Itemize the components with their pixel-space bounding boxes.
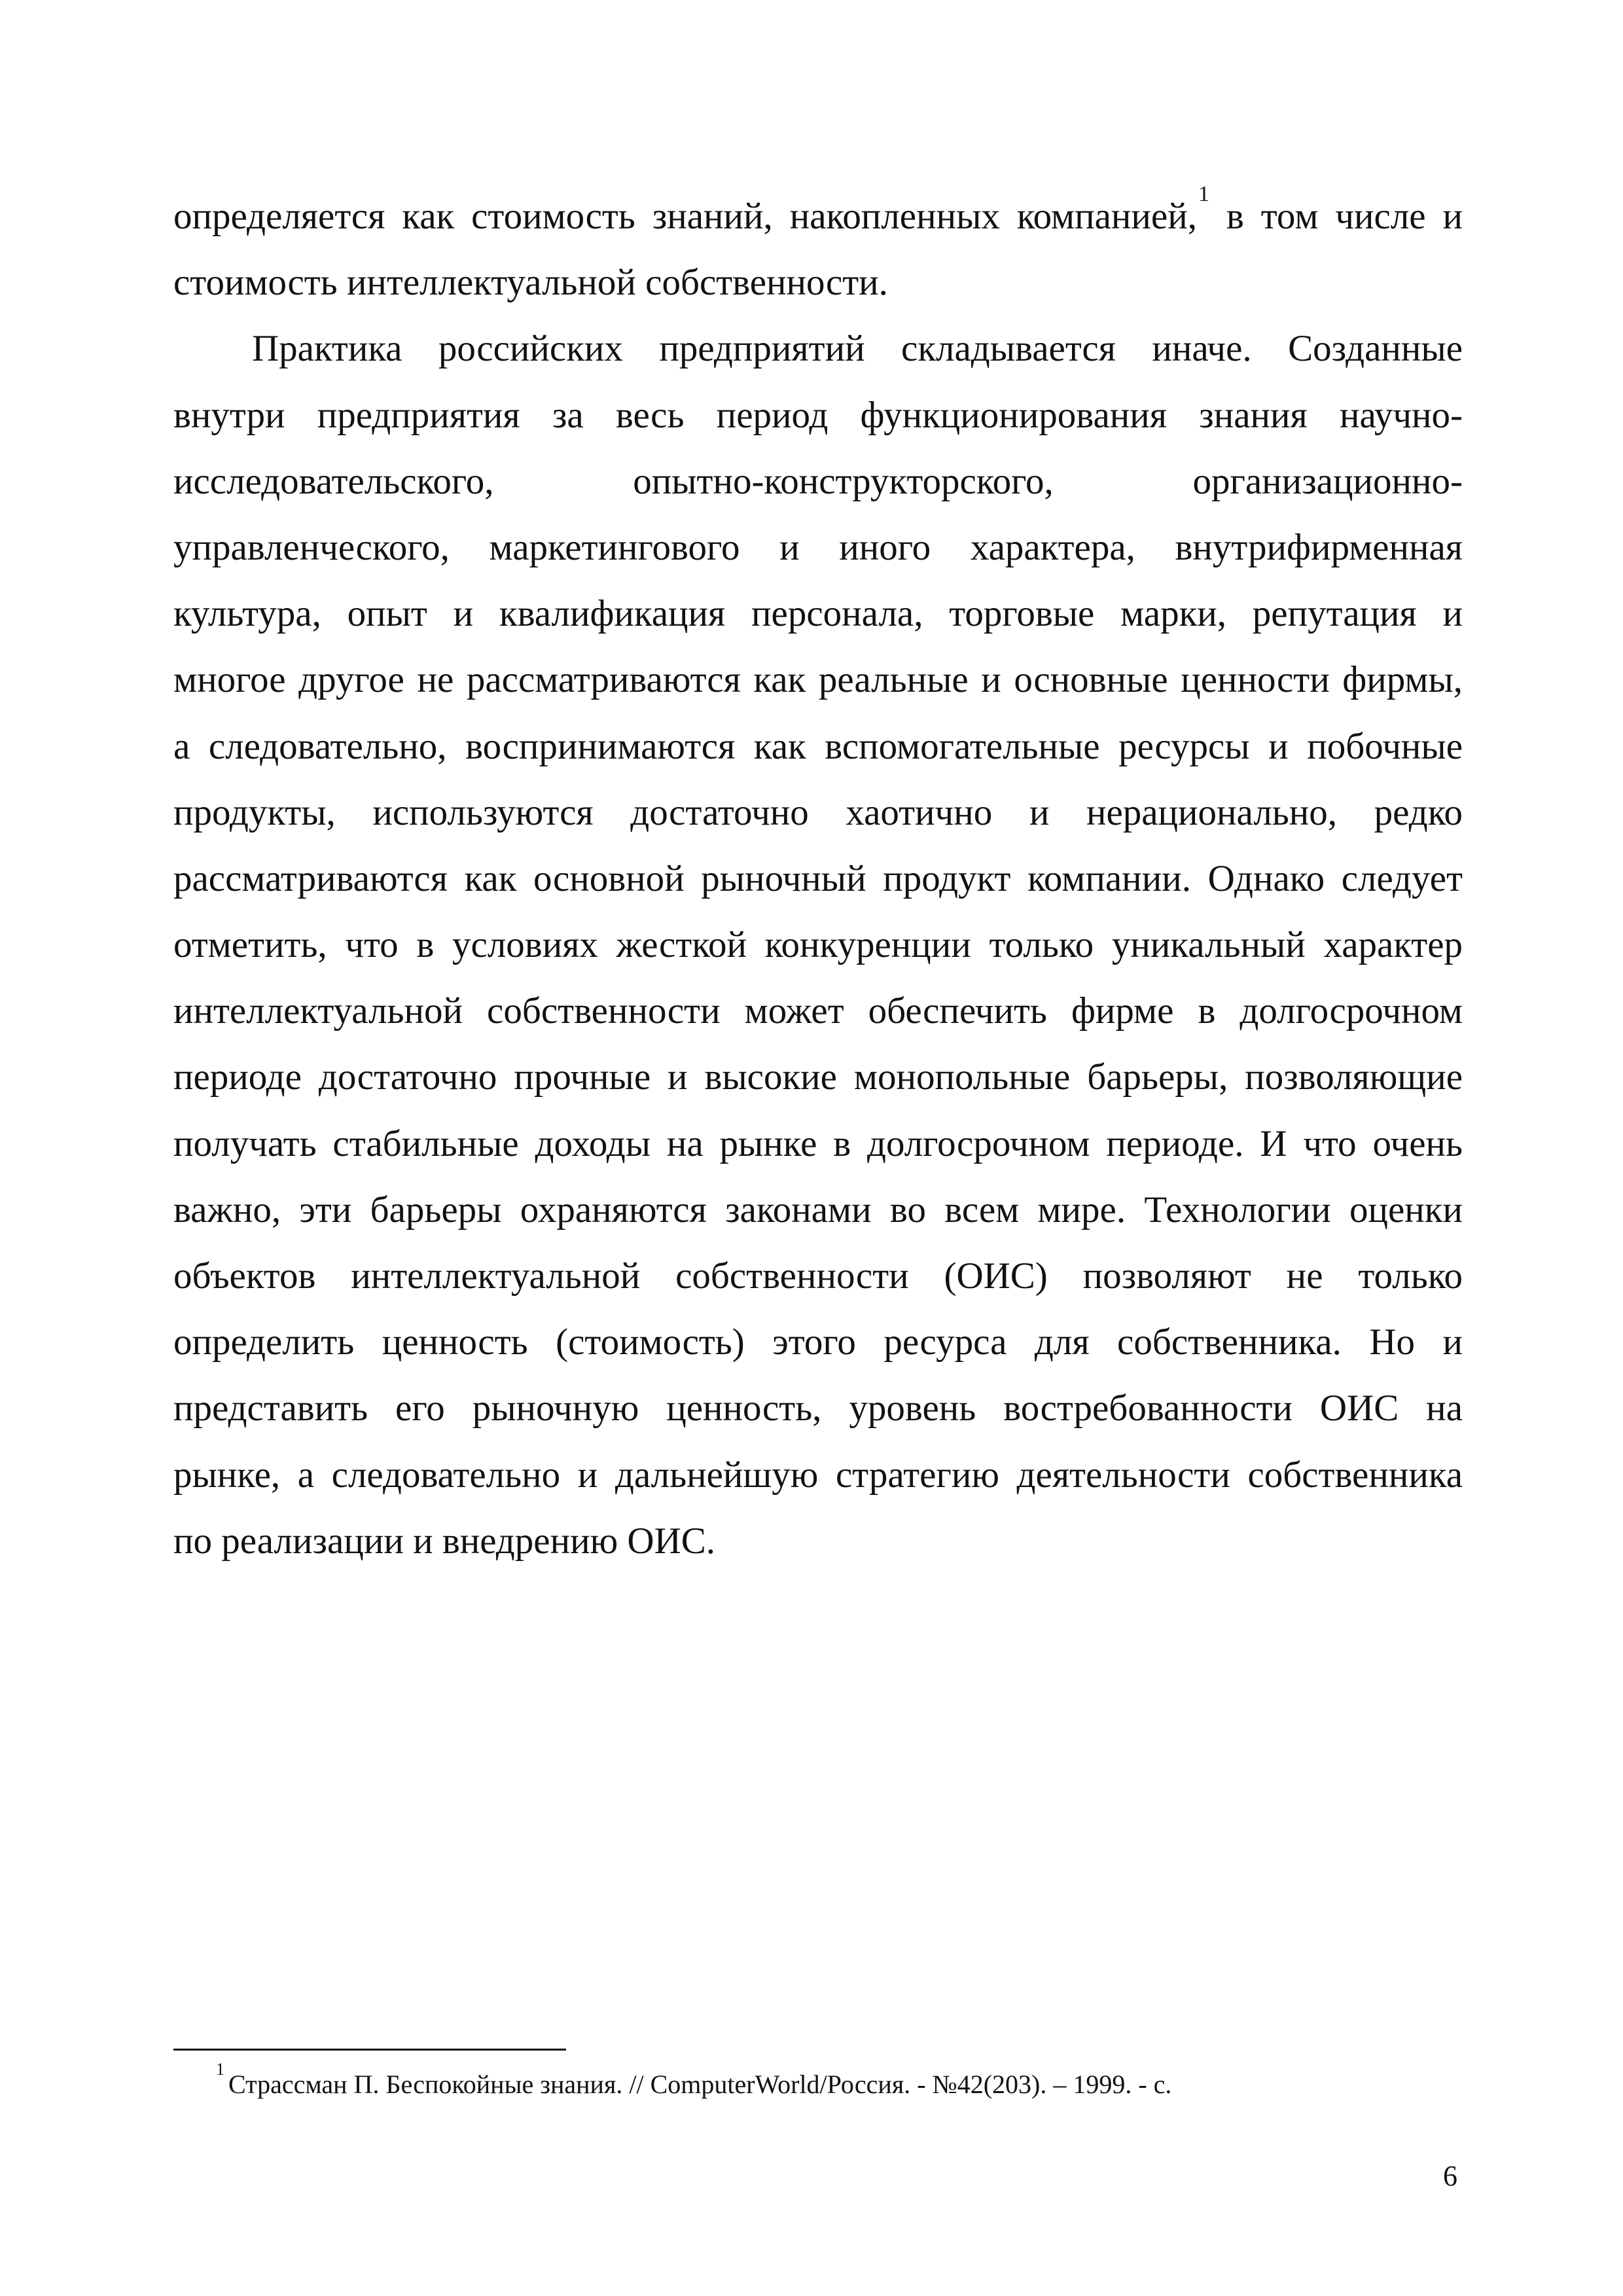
paragraph2-line: важно, эти барьеры охраняются законами во всем мире. Технологии оценки	[173, 1189, 1463, 1230]
paragraph2-line: управленческого, маркетингового и иного характера, внутрифирменная	[173, 526, 1463, 568]
paragraph2-line: отметить, что в условиях жесткой конкуренции только уникальный характер	[173, 924, 1463, 966]
footnote-separator	[173, 2049, 566, 2051]
paragraph2-line: многое другое не рассматриваются как реальные и основные ценности фирмы,	[173, 659, 1463, 701]
paragraph2-line: определить ценность (стоимость) этого ресурса для собственника. Но и	[173, 1321, 1463, 1363]
paragraph2-spread-line	[173, 448, 1463, 514]
paragraph2-line: интеллектуальной собственности может обеспечить фирме в долгосрочном	[173, 990, 1463, 1032]
paragraph2-line: объектов интеллектуальной собственности (ОИС) позволяют не только	[173, 1255, 1463, 1297]
paragraph2-line: а следовательно, воспринимаются как вспомогательные ресурсы и побочные	[173, 725, 1463, 767]
paragraph2-line: внутри предприятия за весь период функционирования знания научно-	[173, 394, 1463, 436]
body-text	[173, 183, 1463, 1574]
spread-word: исследовательского,	[173, 460, 494, 502]
paragraph2-line: продукты, используются достаточно хаотично и нерационально, редко	[173, 791, 1463, 833]
footnote	[216, 2059, 1172, 2102]
paragraph1-line1: определяется как стоимость знаний, накопленных компанией,$^1$ в том числе и	[173, 182, 1463, 237]
paragraph2-line: Практика российских предприятий складывается иначе. Созданные	[252, 328, 1463, 370]
paragraph2-line: культура, опыт и квалификация персонала, торговые марки, репутация и	[173, 593, 1463, 635]
paragraph1-line2: стоимость интеллектуальной собственности.	[173, 262, 888, 304]
footnote-text: Страссман П. Беспокойные знания. // ComputerWorld/Россия. - №42(203). – 1999. - с.	[228, 2070, 1172, 2099]
paragraph2-line: периоде достаточно прочные и высокие монопольные барьеры, позволяющие	[173, 1056, 1463, 1098]
footnote-reference[interactable]: 1	[1198, 182, 1209, 206]
paragraph2-last-line: по реализации и внедрению ОИС.	[173, 1520, 716, 1562]
paragraph2-line: рынке, а следовательно и дальнейшую стратегию деятельности собственника	[173, 1454, 1463, 1496]
spread-word: опытно-конструкторского,	[633, 460, 1054, 502]
paragraph2-line: представить его рыночную ценность, уровень востребованности ОИС на	[173, 1388, 1463, 1429]
paragraph2-line: рассматриваются как основной рыночный продукт компании. Однако следует	[173, 857, 1463, 899]
page-number: 6	[1443, 2160, 1457, 2192]
footnote-marker: 1	[216, 2059, 224, 2079]
paragraph2-line: получать стабильные доходы на рынке в долгосрочном периоде. И что очень	[173, 1122, 1463, 1164]
spread-word: организационно-	[1192, 460, 1463, 502]
